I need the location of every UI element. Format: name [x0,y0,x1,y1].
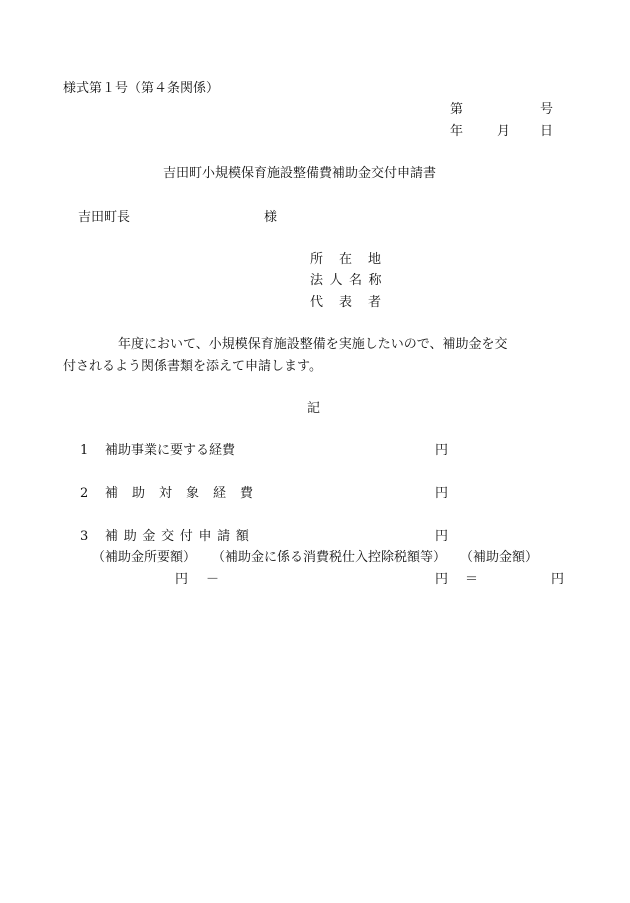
body-line-2: 付されるよう関係書類を添えて申請します。 [63,359,322,374]
applicant-location-label: 所 在 地 [310,252,382,267]
body-line-1: 年度において、小規模保育施設整備を実施したいので、補助金を交 [118,337,508,352]
addressee-honorific: 様 [264,210,278,225]
item-3-unit: 円 [435,529,449,544]
breakdown-header-tax-deduction: （補助金に係る消費税仕入控除税額等） [212,550,447,565]
breakdown-yen-3: 円 [551,572,565,587]
doc-number-go: 号 [540,102,554,117]
breakdown-minus: － [206,572,220,587]
breakdown-equals: ＝ [465,572,479,587]
item-1-unit: 円 [435,443,449,458]
ki-marker: 記 [307,401,321,416]
form-number: 様式第１号（第４条関係） [63,81,220,96]
item-1-label: 補助事業に要する経費 [105,443,236,458]
date-day: 日 [540,124,554,139]
breakdown-yen-1: 円 [175,572,189,587]
item-3-label: 補 助 金 交 付 申 請 額 [105,529,249,544]
date-month: 月 [497,124,511,139]
breakdown-header-amount: （補助金額） [460,550,539,565]
item-2-number: 2 [80,486,89,501]
item-2-unit: 円 [435,486,449,501]
doc-number-dai: 第 [450,102,464,117]
item-1-number: 1 [80,443,89,458]
addressee-name: 吉田町長 [78,210,131,225]
breakdown-header-required: （補助金所要額） [92,550,197,565]
item-2-label: 補 助 対 象 経 費 [105,486,254,501]
applicant-representative-label: 代 表 者 [310,295,382,310]
item-3-number: 3 [80,529,89,544]
applicant-corp-name-label: 法 人 名 称 [310,273,382,288]
breakdown-yen-2: 円 [435,572,449,587]
document-title: 吉田町小規模保育施設整備費補助金交付申請書 [163,166,437,181]
date-year: 年 [450,124,464,139]
